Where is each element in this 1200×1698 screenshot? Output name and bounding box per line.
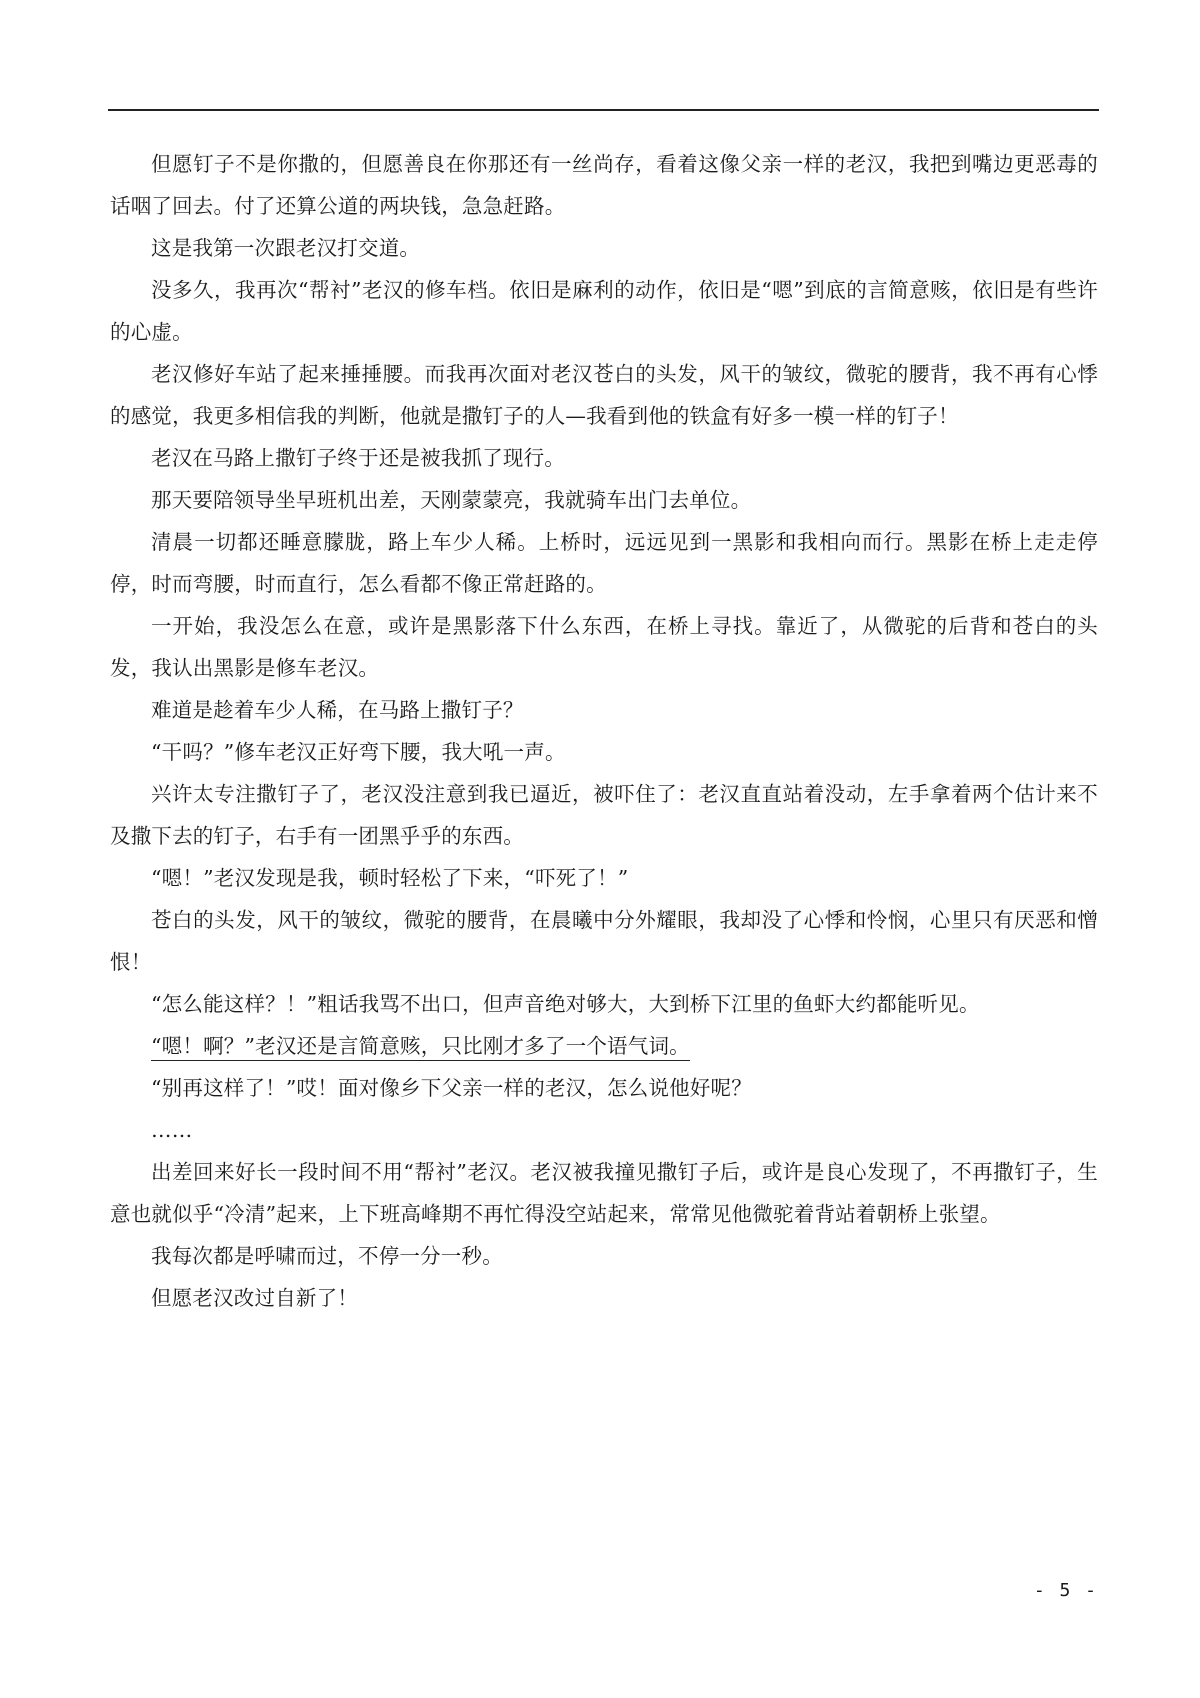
paragraph: 老汉在马路上撒钉子终于还是被我抓了现行。 — [151, 446, 565, 470]
paragraph: “干吗？”修车老汉正好弯下腰，我大吼一声。 — [151, 740, 566, 764]
paragraph: 出差回来好长一段时间不用“帮衬”老汉。老汉被我撞见撒钉子后，或许是良心发现了，不再撒钉子，生意也就似乎“冷清”起来，上下班高峰期不再忙得没空站起来，常常见他微驼着背站着朝桥上张望。 — [110, 1160, 1098, 1226]
paragraph: 但愿钉子不是你撒的，但愿善良在你那还有一丝尚存，看着这像父亲一样的老汉，我把到嘴边更恶毒的话咽了回去。付了还算公道的两块钱，急急赶路。 — [110, 152, 1098, 218]
paragraph: 兴许太专注撒钉子了，老汉没注意到我已逼近，被吓住了：老汉直直站着没动，左手拿着两个估计来不及撒下去的钉子，右手有一团黑乎乎的东西。 — [110, 782, 1098, 848]
paragraph: “别再这样了！”哎！面对像乡下父亲一样的老汉，怎么说他好呢？ — [151, 1076, 752, 1100]
underlined-text: “嗯！啊？”老汉还是言简意赅，只比刚才多了一个语气词。 — [151, 1034, 690, 1061]
paragraph: 这是我第一次跟老汉打交道。 — [151, 236, 421, 260]
paragraph: 但愿老汉改过自新了！ — [151, 1286, 358, 1310]
paragraph: 我每次都是呼啸而过，不停一分一秒。 — [151, 1244, 503, 1268]
paragraph: 一开始，我没怎么在意，或许是黑影落下什么东西，在桥上寻找。靠近了，从微驼的后背和苍白的头发，我认出黑影是修车老汉。 — [110, 614, 1098, 680]
underlined-paragraph — [110, 1025, 1098, 1067]
header-rule — [108, 109, 1099, 111]
paragraph: 老汉修好车站了起来捶捶腰。而我再次面对老汉苍白的头发，风干的皱纹，微驼的腰背，我不再有心悸的感觉，我更多相信我的判断，他就是撒钉子的人—我看到他的铁盒有好多一模一样的钉子！ — [110, 362, 1098, 428]
paragraph: “怎么能这样？！”粗话我骂不出口，但声音绝对够大，大到桥下江里的鱼虾大约都能听见。 — [151, 992, 980, 1016]
ellipsis-paragraph: …… — [151, 1118, 193, 1142]
paragraph: 那天要陪领导坐早班机出差，天刚蒙蒙亮，我就骑车出门去单位。 — [151, 488, 752, 512]
document-body — [110, 143, 1098, 1319]
paragraph: “嗯！”老汉发现是我，顿时轻松了下来，“吓死了！” — [151, 866, 629, 890]
paragraph: 苍白的头发，风干的皱纹，微驼的腰背，在晨曦中分外耀眼，我却没了心悸和怜悯，心里只有厌恶和憎恨！ — [110, 908, 1098, 974]
paragraph: 没多久，我再次“帮衬”老汉的修车档。依旧是麻利的动作，依旧是“嗯”到底的言简意赅，依旧是有些许的心虚。 — [110, 278, 1098, 344]
paragraph: 难道是趁着车少人稀，在马路上撒钉子？ — [151, 698, 524, 722]
page-number: - 5 - — [1033, 1580, 1098, 1601]
paragraph: 清晨一切都还睡意朦胧，路上车少人稀。上桥时，远远见到一黑影和我相向而行。黑影在桥上走走停停，时而弯腰，时而直行，怎么看都不像正常赶路的。 — [110, 530, 1098, 596]
